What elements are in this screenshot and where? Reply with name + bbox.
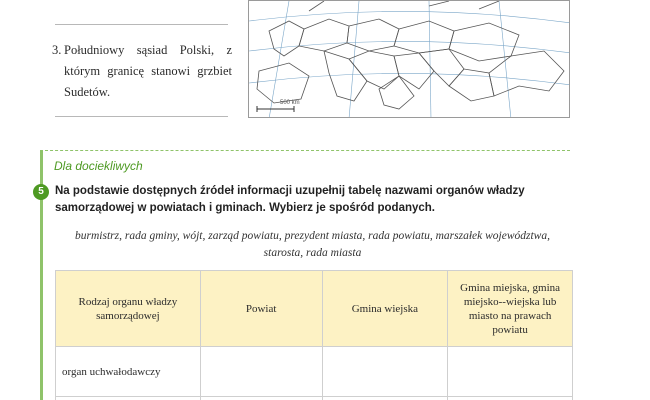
answer-line <box>55 116 228 117</box>
header-gmina-wiejska: Gmina wiejska <box>322 271 448 347</box>
header-gmina-miejska: Gmina miejska, gmina miejsko--wiejska lub miasto na prawach powiatu <box>448 271 573 347</box>
row-label: organ uchwałodawczy <box>56 347 201 397</box>
answer-cell-gmina-miejska[interactable] <box>448 347 573 397</box>
table-row <box>56 397 573 400</box>
header-powiat: Powiat <box>200 271 322 347</box>
answer-cell-gmina-wiejska[interactable] <box>322 347 448 397</box>
table-row <box>56 347 573 397</box>
answer-cell-gmina-miejska[interactable] <box>448 397 573 400</box>
task-instruction: Na podstawie dostępnych źródeł informacji uzupełnij tabelę nazwami organów władzy samorządowej w powiatach i gminach. Wybierz je spośród podanych. <box>55 185 525 214</box>
answer-cell-powiat[interactable] <box>200 347 322 397</box>
section-divider <box>40 150 570 151</box>
scale-bar <box>257 106 294 112</box>
answer-cell-powiat[interactable] <box>200 397 322 400</box>
question-number: 3. <box>52 43 62 57</box>
answer-cell-gmina-wiejska[interactable] <box>322 397 448 400</box>
task-number-badge: 5 <box>33 184 49 200</box>
row-label <box>56 397 201 400</box>
map-scale-label: 500 km <box>280 100 300 106</box>
answer-table <box>55 270 573 400</box>
section-heading: Dla dociekliwych <box>54 159 143 173</box>
separator-line-top <box>55 24 228 25</box>
word-bank: burmistrz, rada gminy, wójt, zarząd powiatu, prezydent miasta, rada powiatu, marszałek województwa, starosta, rada miasta <box>75 230 550 259</box>
question-3 <box>52 40 232 103</box>
header-organ-type: Rodzaj organu władzy samorządowej <box>56 271 201 347</box>
question-text: Południowy sąsiad Polski, z którym granicę stanowi grzbiet Sudetów. <box>64 43 232 99</box>
table-header-row <box>56 271 573 347</box>
